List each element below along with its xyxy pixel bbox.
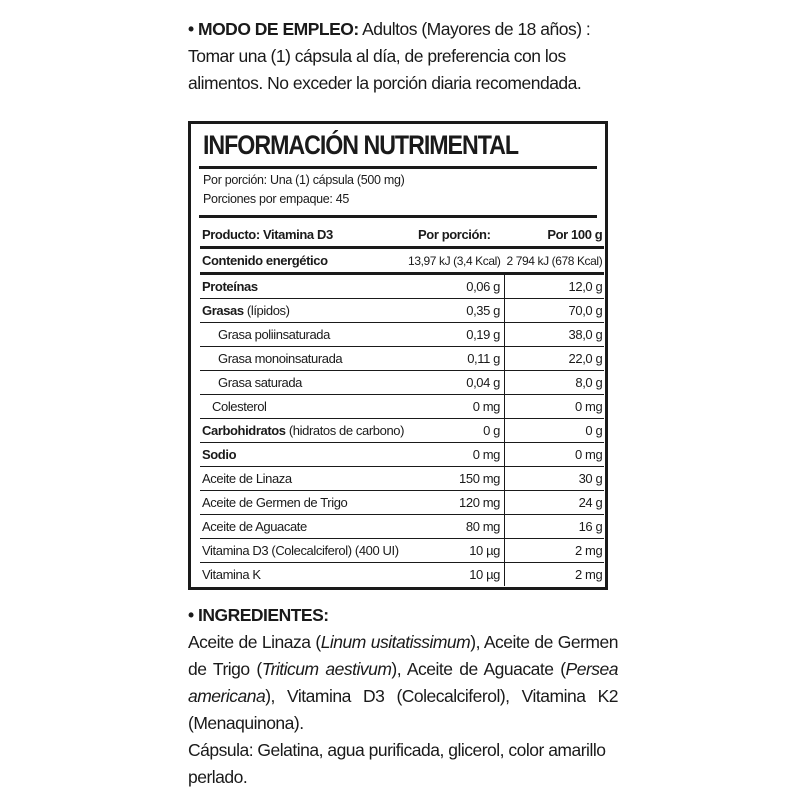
nutrient-per-serving: 10 µg [406, 563, 504, 587]
ingredient-species-2: Triticum aestivum [261, 659, 392, 679]
nutrient-per-100g: 0 g [505, 419, 605, 443]
nutrient-per-100g: 70,0 g [505, 299, 605, 323]
ingredient-text-1: Aceite de Linaza ( [188, 632, 321, 652]
nutrient-name [200, 395, 406, 419]
nutrition-facts-panel [188, 121, 608, 590]
ingredient-text-4: ), Vitamina D3 (Colecalciferol), Vitamina K2 (Menaquinona). [188, 686, 618, 733]
nutrient-row [200, 371, 604, 395]
ingredient-text-3: ), Aceite de Aguacate ( [391, 659, 566, 679]
nutrient-row [200, 347, 604, 371]
modo-line-2: Tomar una (1) cápsula al día, de preferencia con los [188, 46, 566, 66]
ingredientes-text [188, 629, 618, 737]
modo-line-3: alimentos. No exceder la porción diaria recomendada. [188, 73, 582, 93]
energy-per-serving: 13,97 kJ (3,4 Kcal) [406, 248, 504, 274]
ingredientes-heading: • INGREDIENTES: [188, 605, 329, 625]
nutrient-name-text: Colesterol [212, 399, 267, 414]
nutrient-name [200, 443, 406, 467]
nutrient-per-serving: 0,04 g [406, 371, 504, 395]
nutrient-per-serving: 10 µg [406, 539, 504, 563]
header-per-100g: Por 100 g [505, 223, 605, 248]
nutrient-row [200, 443, 604, 467]
nutrient-name-text: Aceite de Germen de Trigo [202, 495, 348, 510]
modo-de-empleo-section [188, 16, 618, 97]
nutrient-per-100g: 38,0 g [505, 323, 605, 347]
ingredientes-section [188, 602, 618, 791]
nutrient-name-text: Grasa poliinsaturada [218, 327, 330, 342]
nutrient-per-100g: 0 mg [505, 443, 605, 467]
nutrient-per-100g: 22,0 g [505, 347, 605, 371]
nutrient-name [200, 347, 406, 371]
nutrient-per-serving: 0 mg [406, 395, 504, 419]
nutrient-name-text: Aceite de Aguacate [202, 519, 307, 534]
nutrient-per-serving: 0,35 g [406, 299, 504, 323]
nutrient-row [200, 323, 604, 347]
nutrient-per-100g: 8,0 g [505, 371, 605, 395]
nutrient-name [200, 491, 406, 515]
serving-size: Por porción: Una (1) cápsula (500 mg) [203, 173, 405, 187]
nutrient-name [200, 563, 406, 587]
energy-label: Contenido energético [200, 248, 406, 274]
nutrient-name-bold: Sodio [202, 447, 237, 462]
modo-heading: • MODO DE EMPLEO: [188, 19, 359, 39]
nutrient-name-text: Vitamina K [202, 567, 261, 582]
nutrient-name-bold: Proteínas [202, 279, 258, 294]
nutrient-per-serving: 0,19 g [406, 323, 504, 347]
nutrient-name [200, 274, 406, 299]
nutrient-name-text: Grasa saturada [218, 375, 303, 390]
nutrient-name-bold: Carbohidratos [202, 423, 286, 438]
header-product: Producto: Vitamina D3 [200, 223, 406, 248]
nutrient-per-serving: 0 g [406, 419, 504, 443]
nutrient-per-serving: 150 mg [406, 467, 504, 491]
nutrient-name [200, 371, 406, 395]
nutrient-name [200, 515, 406, 539]
nutrient-row [200, 491, 604, 515]
servings-per-pack: Porciones por empaque: 45 [203, 192, 350, 206]
energy-row [200, 248, 604, 274]
nutrient-row [200, 515, 604, 539]
nutrient-name-text: (hidratos de carbono) [285, 423, 405, 438]
nutrient-per-100g: 30 g [505, 467, 605, 491]
nutrition-table [200, 223, 604, 586]
nutrient-row [200, 299, 604, 323]
ingredient-species-3: Persea americana [188, 659, 618, 706]
serving-rule [199, 215, 597, 218]
energy-per-100g: 2 794 kJ (678 Kcal) [505, 248, 605, 274]
nutrient-per-100g: 0 mg [505, 395, 605, 419]
nutrient-row [200, 539, 604, 563]
nutrient-name [200, 323, 406, 347]
modo-line-1 [188, 16, 618, 43]
nutrient-per-serving: 120 mg [406, 491, 504, 515]
nutrient-row [200, 395, 604, 419]
nutrient-per-serving: 0 mg [406, 443, 504, 467]
nutrient-name [200, 419, 406, 443]
table-header-row [200, 223, 604, 248]
nutrient-per-serving: 0,06 g [406, 274, 504, 299]
nutrient-row [200, 563, 604, 587]
nutrient-per-100g: 24 g [505, 491, 605, 515]
capsula-text: Cápsula: Gelatina, agua purificada, glicerol, color amarillo perlado. [188, 740, 606, 787]
nutrient-name-text: Vitamina D3 (Colecalciferol) (400 UI) [202, 543, 399, 558]
nutrient-per-serving: 80 mg [406, 515, 504, 539]
nutrient-per-100g: 12,0 g [505, 274, 605, 299]
nutrient-name-text: (lípidos) [243, 303, 290, 318]
nutrient-name [200, 467, 406, 491]
title-rule [199, 166, 597, 169]
nutrient-per-100g: 2 mg [574, 567, 603, 582]
nutrient-name [200, 299, 406, 323]
nutrient-per-serving: 0,11 g [406, 347, 504, 371]
nutrient-per-100g: 16 g [505, 515, 605, 539]
nutrient-name-bold: Grasas [202, 303, 244, 318]
nutrition-title: INFORMACIÓN NUTRIMENTAL [203, 130, 519, 160]
modo-line-1-text: Adultos (Mayores de 18 años) : [362, 19, 591, 39]
nutrient-row [200, 419, 604, 443]
ingredient-species-1: Linum usitatissimum [320, 632, 471, 652]
header-per-serving: Por porción: [406, 223, 504, 248]
nutrient-row [200, 274, 604, 299]
nutrient-name [200, 539, 406, 563]
nutrient-name-text: Grasa monoinsaturada [218, 351, 343, 366]
nutrient-row [200, 467, 604, 491]
nutrient-per-100g: 2 mg [505, 539, 605, 563]
ingredient-text-2: ), Aceite de Germen de Trigo ( [188, 632, 618, 679]
nutrient-name-text: Aceite de Linaza [202, 471, 292, 486]
